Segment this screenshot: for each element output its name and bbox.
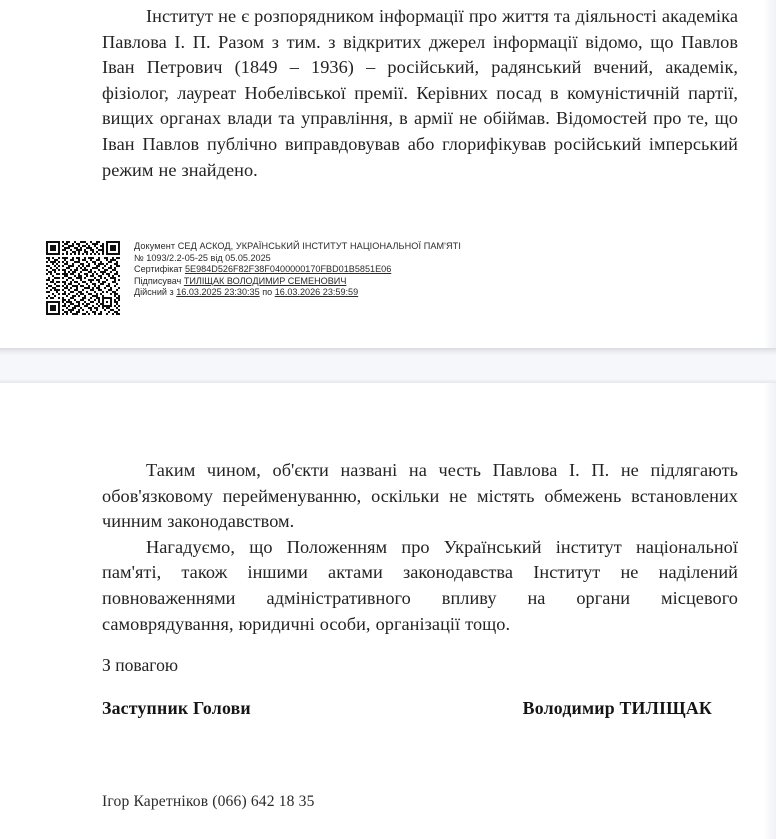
stamp-signer-value: ТИЛІЩАК ВОЛОДИМИР СЕМЕНОВИЧ [183,275,347,286]
stamp-validity-from: 16.03.2025 23:30:35 [176,287,260,298]
signature-stamp-text [134,239,461,299]
stamp-validity-row [134,287,461,299]
stamp-validity-mid-label: по [262,287,273,298]
stamp-certificate-label: Сертифікат [134,264,183,275]
contact-footer: Ігор Каретніков (066) 642 18 35 [102,793,315,810]
stamp-header: Документ СЕД АСКОД, УКРАЇНСЬКИЙ ІНСТИТУТ НАЦІОНАЛЬНОЇ ПАМ'ЯТІ [134,241,461,251]
signer-name: Володимир ТИЛІЩАК [522,698,712,718]
stamp-signer-label: Підписувач [134,275,182,286]
stamp-certificate-row [134,264,461,276]
closing-salutation: З повагою [102,655,179,675]
paragraph: Нагадуємо, що Положенням про Український інститут національної пам'яті, також іншими актами законодавства Інститут не наділений повноваженнями адміністративного впливу на органи місцевого самоврядування, юридичні особи, організації тощо. [102,536,738,634]
digital-signature-stamp [46,239,461,317]
stamp-signer-row [134,276,461,288]
signature-block [102,698,738,719]
stamp-document-number: № 1093/2.2-05-25 від 05.05.2025 [134,252,271,263]
page-separator-gap [0,348,776,383]
stamp-certificate-value: 5E984D526F82F38F0400000170FBD01B5851E06 [184,264,392,275]
stamp-validity-label: Дійсний з [134,287,174,298]
qr-code-icon [46,239,120,317]
page1-body-text [102,4,738,183]
scanned-page-2 [0,383,776,839]
paragraph: Таким чином, об'єкти названі на честь Павлова І. П. не підлягають обов'язковому перейменуванню, оскільки не містять обмежень встановлених чинним законодавством. [102,460,738,532]
paragraph: Інститут не є розпорядником інформації про життя та діяльності академіка Павлова І. П. Разом з тим. з відкритих джерел інформації відомо, що Павлов Іван Петрович (1849 – 1936) – російський, радянський вчений, академік, фізіолог, лауреат Нобелівської премії. Керівних посад в комуністичній партії, вищих органах влади та управління, в армії не обіймав. Відомостей про те, що Іван Павлов публічно виправдовував або глорифікував російський імперський режим не знайдено. [102,6,738,180]
page2-body-text [102,458,738,637]
page-right-edge-shading [764,0,776,348]
scanned-page-1 [0,0,776,348]
gap-shadow-top [0,348,776,355]
stamp-validity-to: 16.03.2026 23:59:59 [274,287,359,298]
signer-position-title: Заступник Голови [102,698,251,718]
page-right-edge-shading [764,383,776,839]
